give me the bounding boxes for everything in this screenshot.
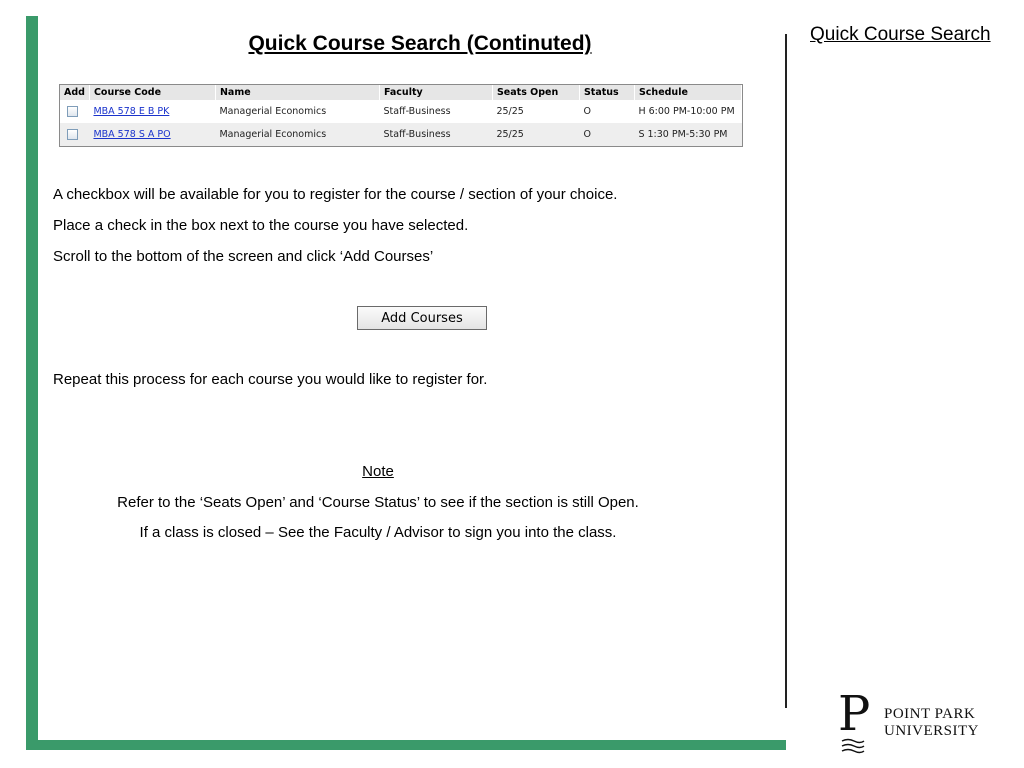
course-schedule: S 1:30 PM-5:30 PM bbox=[634, 123, 741, 146]
course-seats-open: 25/25 bbox=[492, 100, 579, 123]
col-header-status: Status bbox=[579, 85, 634, 100]
note-line-closed: If a class is closed – See the Faculty / Advisor to sign you into the class. bbox=[139, 524, 617, 541]
course-seats-open: 25/25 bbox=[492, 123, 579, 146]
course-status: O bbox=[579, 100, 634, 123]
course-faculty: Staff-Business bbox=[379, 100, 492, 123]
instruction-repeat: Repeat this process for each course you would like to register for. bbox=[53, 371, 488, 388]
instruction-place-check: Place a check in the box next to the course you have selected. bbox=[53, 217, 469, 234]
vertical-divider bbox=[785, 34, 787, 708]
quick-course-search-link[interactable]: Quick Course Search bbox=[810, 24, 991, 45]
course-faculty: Staff-Business bbox=[379, 123, 492, 146]
col-header-schedule: Schedule bbox=[634, 85, 741, 100]
instruction-scroll: Scroll to the bottom of the screen and click ‘Add Courses’ bbox=[53, 248, 434, 265]
logo-text-line1: POINT PARK bbox=[884, 706, 976, 722]
course-status: O bbox=[579, 123, 634, 146]
logo-letter: P bbox=[838, 686, 871, 742]
left-green-bar bbox=[26, 16, 38, 750]
note-line-seats: Refer to the ‘Seats Open’ and ‘Course Status’ to see if the section is still Open. bbox=[117, 494, 639, 511]
col-header-seats-open: Seats Open bbox=[492, 85, 579, 100]
add-courses-button[interactable]: Add Courses bbox=[357, 306, 487, 330]
course-name: Managerial Economics bbox=[215, 100, 379, 123]
bottom-green-bar bbox=[26, 740, 786, 750]
page-title: Quick Course Search (Continuted) bbox=[248, 32, 592, 55]
course-code-link[interactable]: MBA 578 E B PK bbox=[93, 106, 170, 117]
logo-waves-icon bbox=[840, 738, 866, 754]
add-course-checkbox[interactable] bbox=[67, 106, 78, 117]
course-name: Managerial Economics bbox=[215, 123, 379, 146]
note-heading: Note bbox=[362, 463, 394, 480]
course-results-table bbox=[59, 84, 743, 147]
col-header-faculty: Faculty bbox=[379, 85, 492, 100]
col-header-add: Add bbox=[60, 85, 89, 100]
course-code-link[interactable]: MBA 578 S A PO bbox=[93, 129, 171, 140]
logo-text-line2: UNIVERSITY bbox=[884, 723, 979, 739]
col-header-name: Name bbox=[215, 85, 379, 100]
point-park-logo bbox=[834, 686, 1004, 756]
table-header-row bbox=[60, 85, 742, 100]
col-header-course-code: Course Code bbox=[89, 85, 215, 100]
table-row bbox=[60, 123, 742, 146]
table-row bbox=[60, 100, 742, 123]
instruction-checkbox: A checkbox will be available for you to register for the course / section of your choice. bbox=[53, 186, 618, 203]
add-course-checkbox[interactable] bbox=[67, 129, 78, 140]
course-schedule: H 6:00 PM-10:00 PM bbox=[634, 100, 741, 123]
